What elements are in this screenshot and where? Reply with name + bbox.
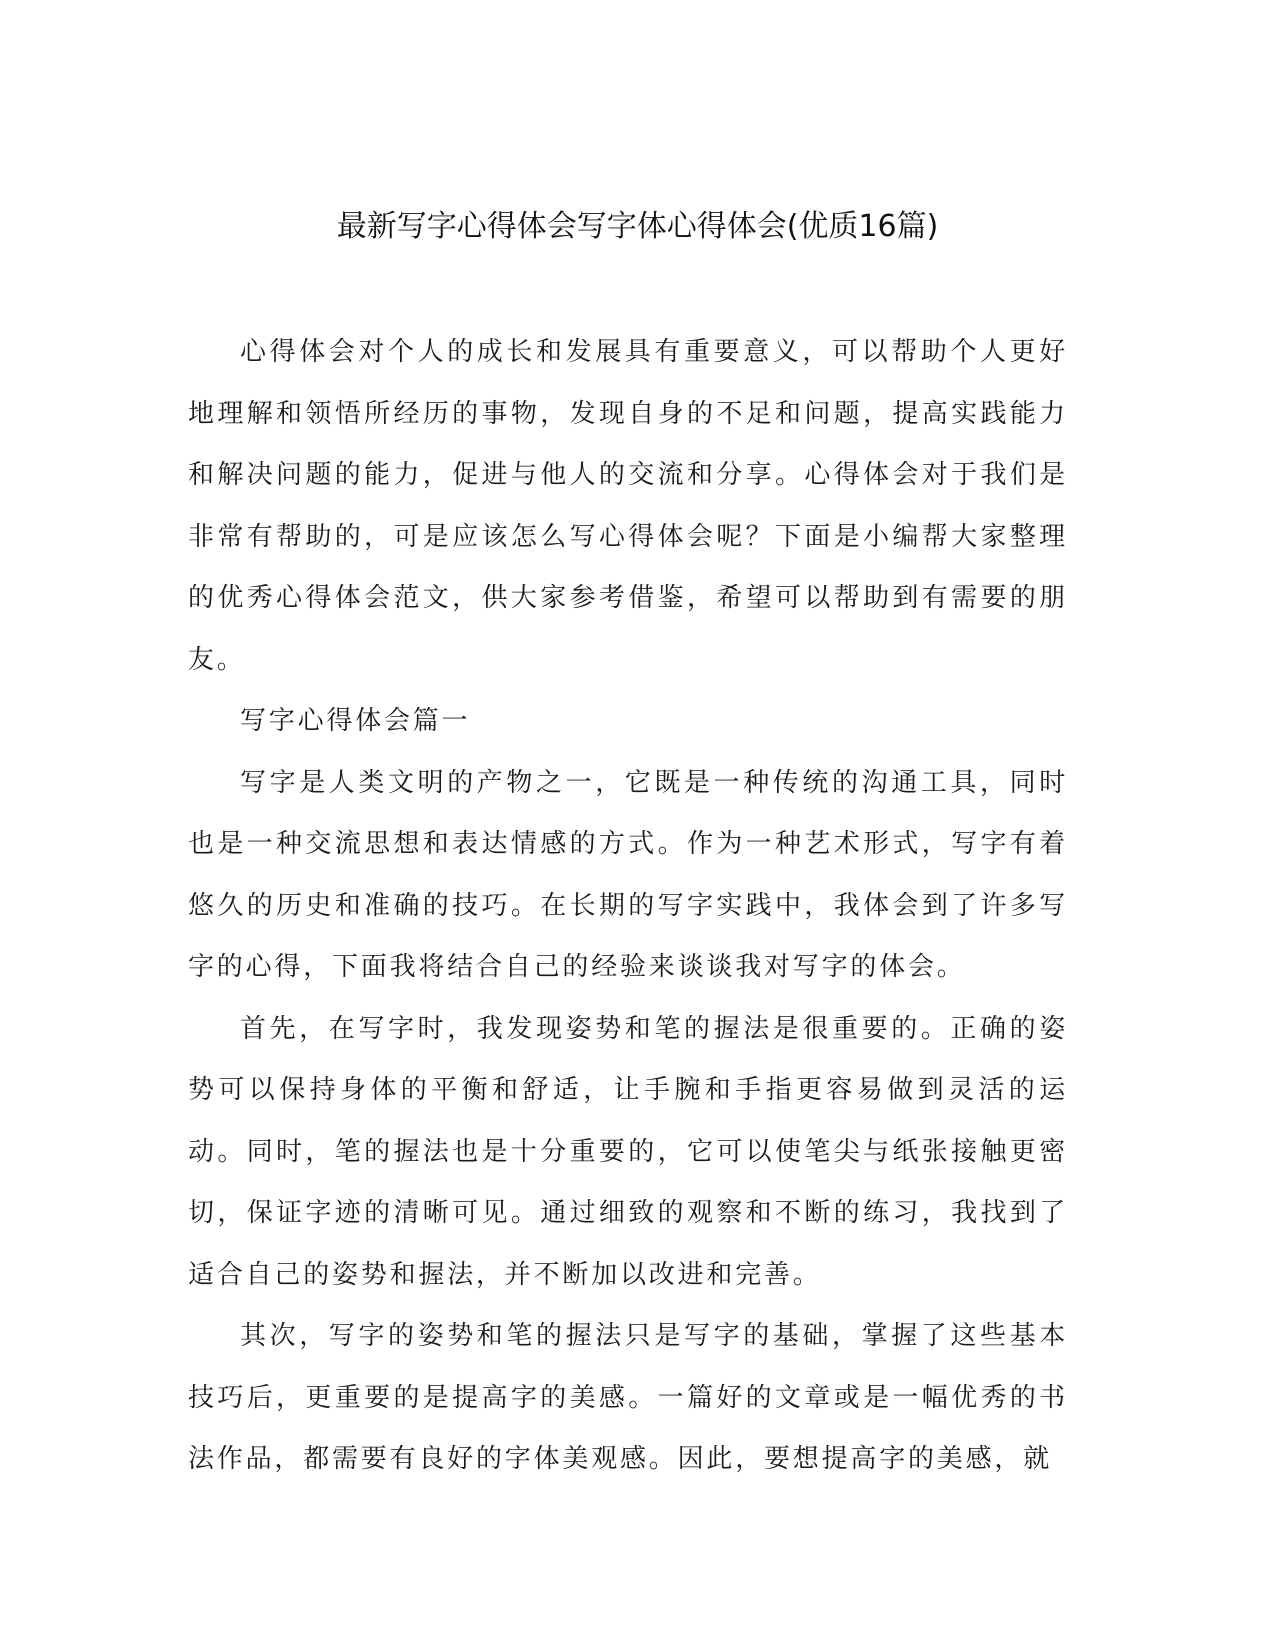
body-paragraph-3: 其次，写字的姿势和笔的握法只是写字的基础，掌握了这些基本技巧后，更重要的是提高字的美感。一篇好的文章或是一幅优秀的书法作品，都需要有良好的字体美观感。因此，要想提高字的美感，就 xyxy=(188,1321,1068,1474)
intro-paragraph: 心得体会对个人的成长和发展具有重要意义，可以帮助个人更好地理解和领悟所经历的事物，发现自身的不足和问题，提高实践能力和解决问题的能力，促进与他人的交流和分享。心得体会对于我们是非常有帮助的，可是应该怎么写心得体会呢？下面是小编帮大家整理的优秀心得体会范文，供大家参考借鉴，希望可以帮助到有需要的朋友。 xyxy=(188,337,1068,675)
section-heading: 写字心得体会篇一 xyxy=(240,706,471,736)
document-title: 最新写字心得体会写字体心得体会(优质16篇) xyxy=(336,209,939,244)
body-paragraph-1: 写字是人类文明的产物之一，它既是一种传统的沟通工具，同时也是一种交流思想和表达情感的方式。作为一种艺术形式，写字有着悠久的历史和准确的技巧。在长期的写字实践中，我体会到了许多写字的心得，下面我将结合自己的经验来谈谈我对写字的体会。 xyxy=(188,767,1068,982)
document-body xyxy=(188,322,1068,1491)
body-paragraph-2: 首先，在写字时，我发现姿势和笔的握法是很重要的。正确的姿势可以保持身体的平衡和舒适，让手腕和手指更容易做到灵活的运动。同时，笔的握法也是十分重要的，它可以使笔尖与纸张接触更密切，保证字迹的清晰可见。通过细致的观察和不断的练习，我找到了适合自己的姿势和握法，并不断加以改进和完善。 xyxy=(188,1013,1068,1290)
